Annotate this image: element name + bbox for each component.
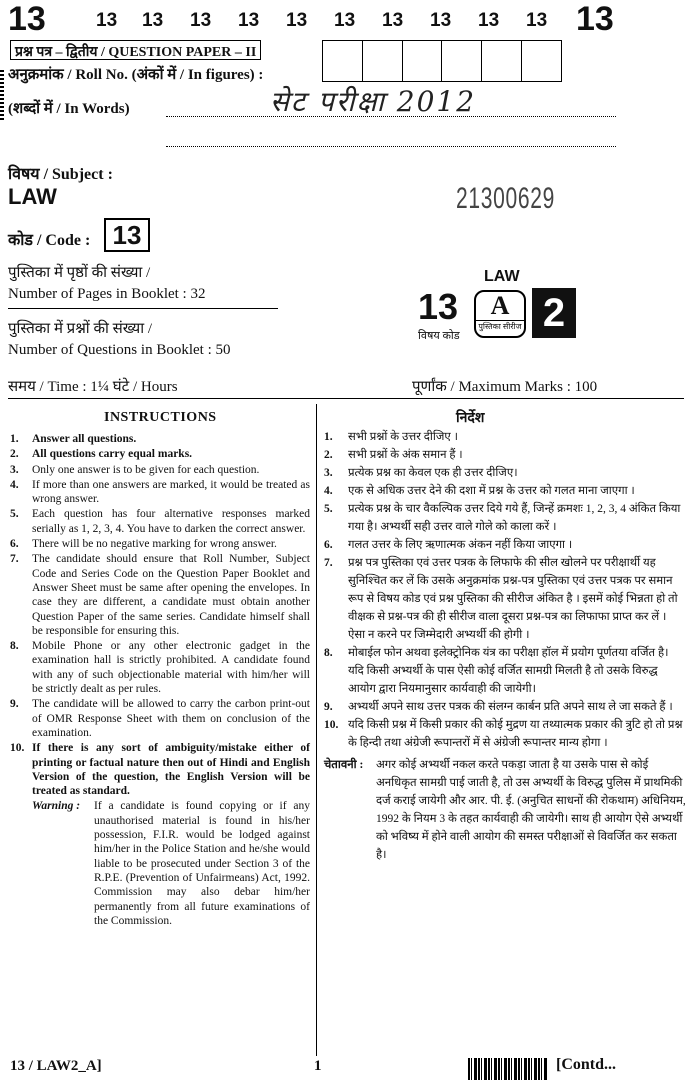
roll-digit-box[interactable] [363,41,403,81]
item-number: 1. [324,431,333,443]
roll-digit-box[interactable] [482,41,522,81]
roll-digit-box[interactable] [522,41,561,81]
warning-text: अगर कोई अभ्यर्थी नकल करते पकड़ा जाता है या उसके पास से कोई अनधिकृत सामग्री पाई जाती है, तो उस अभ्यर्थी के विरुद्ध पुलिस में प्राथमिकी दर्ज कराई जायेगी और आर. पी. ई. (अनुचित साधनों की रोकथाम) अधिनियम, 1992 के नियम 3 के तहत कार्यवाही की जायेगी। साथ ही आयोग ऐसे अभ्यर्थी को भविष्य में होने वाली आयोग की समस्त परीक्षाओं से विवर्जित कर सकता है। [376,759,686,861]
list-item [10,463,310,477]
list-item [324,716,686,752]
in-words-line[interactable] [166,116,616,117]
code-caption: विषय कोड [418,330,460,342]
warning [324,756,686,864]
strip-code: 13 [190,10,212,31]
footer-code: 13 / LAW2_A] [10,1058,102,1074]
series-badge [474,290,526,338]
item-number: 3. [10,463,19,476]
series-letter: A [490,291,510,320]
list-item [324,698,686,716]
instructions-title-hindi: निर्देश [456,411,485,426]
strip-code: 13 [430,10,452,31]
code-label: कोड / Code : [8,232,91,249]
series-caption: पुस्तिका सीरीज [476,320,524,332]
list-item [324,482,686,500]
roll-digit-box[interactable] [442,41,482,81]
warning-label: Warning : [32,800,81,813]
warning-label: चेतावनी : [324,759,364,771]
instructions-title-english: INSTRUCTIONS [104,410,217,425]
big-code-right: 13 [576,0,614,38]
item-text: यदि किसी प्रश्न में किसी प्रकार की कोई मुद्रण या तथ्यात्मक प्रकार की त्रुटि हो तो प्रश्न के हिन्दी तथा अंग्रेजी रूपान्तरों में से अंग्रेजी रूपान्तर मान्य होगा । [348,719,683,749]
item-text: The candidate should ensure that Roll Number, Subject Code and Series Code on the Question Paper Booklet and Answer Sheet must be same after opening the envelopes. In case they are different, a candidate must obtain another Question Paper of the same series. Candidate himself shall be responsible for ensuring this. [32,553,310,637]
warning [32,799,310,928]
item-number: 7. [10,553,19,566]
list-item [324,554,686,644]
code-value-box: 13 [104,218,150,252]
item-number: 4. [324,485,333,497]
questions-label-hindi: पुस्तिका में प्रश्नों की संख्या / [8,321,153,337]
paper-number-badge: 2 [532,288,576,338]
list-item [324,464,686,482]
pages-label-english: Number of Pages in Booklet : 32 [8,286,206,302]
list-item [324,536,686,554]
roll-number-label: अनुक्रमांक / Roll No. (अंकों में / In figures) : [8,67,264,83]
code-strip [8,2,684,36]
question-paper-label: प्रश्न पत्र – द्वितीय / QUESTION PAPER – II [10,40,261,60]
list-item [324,644,686,698]
item-text: एक से अधिक उत्तर देने की दशा में प्रश्न के उत्तर को गलत माना जाएगा । [348,485,635,497]
item-text: Answer all questions. [32,433,137,445]
item-number: 1. [10,433,19,445]
item-number: 6. [10,538,19,551]
strip-code: 13 [142,10,164,31]
big-code-left: 13 [8,0,46,38]
item-number: 2. [10,448,19,461]
in-words-label: (शब्दों में / In Words) [8,101,130,117]
item-text: सभी प्रश्नों के उत्तर दीजिए । [348,431,458,443]
pages-label-hindi: पुस्तिका में पृष्ठों की संख्या / [8,265,151,281]
item-text: प्रश्न पत्र पुस्तिका एवं उत्तर पत्रक के लिफाफे की सील खोलने पर परीक्षार्थी यह सुनिश्चित कर लें कि उसके अनुक्रमांक प्रश्न-पत्र पुस्तिका एवं उत्तर पत्रक पर समान रूप से विषय कोड एवं प्रश्न पुस्तिका की सीरीज अंकित है । इसमें कोई भिन्नता हो तो वीक्षक से प्रश्न-पत्र की ही सीरीज वाला दूसरा प्रश्न-पत्र का लिफाफा प्राप्त कर लें । ऐसा न करने पर जिम्मेदारी अभ्यर्थी की होगी । [348,557,678,641]
item-text: Only one answer is to be given for each question. [32,463,260,476]
list-item [10,741,310,798]
continued-label: [Contd... [556,1056,617,1073]
item-text: All questions carry equal marks. [32,448,193,461]
list-item [10,447,310,461]
roll-digit-box[interactable] [403,41,443,81]
item-text: Each question has four alternative responses marked serially as 1, 2, 3, 4. You have to darken the correct answer. [32,508,310,535]
strip-code: 13 [526,10,548,31]
item-text: मोबाईल फोन अथवा इलेक्ट्रोनिक यंत्र का परीक्षा हॉल में प्रयोग पूर्णतया वर्जित है। यदि किसी अभ्यर्थी के पास ऐसी कोई वर्जित सामग्री मिलती है तो उसके विरुद्ध आयोग द्वारा नियमानुसार कार्यवाही की जायेगी। [348,647,669,695]
item-number: 2. [324,449,333,461]
item-text: प्रत्येक प्रश्न का केवल एक ही उत्तर दीजिए। [348,467,518,479]
instructions-english [10,432,310,928]
item-text: If more than one answers are marked, it would be treated as wrong answer. [32,478,310,506]
item-number: 8. [324,647,333,659]
list-item [324,500,686,536]
item-number: 8. [10,640,19,653]
item-number: 9. [324,701,333,713]
strip-code: 13 [382,10,404,31]
handwritten-words: सेट परीक्षा 2012 [270,85,477,118]
list-item [324,446,686,464]
item-text: सभी प्रश्नों के अंक समान हैं । [348,449,463,461]
strip-code: 13 [286,10,308,31]
item-text: If there is any sort of ambiguity/mistake either of printing or factual nature then out of Hindi and English Version of the question, the English Version will be treated as standard. [32,742,310,798]
roll-number-grid[interactable] [322,40,562,82]
item-number: 6. [324,539,333,551]
divider [8,398,684,399]
item-number: 3. [324,467,333,479]
item-number: 4. [10,478,19,491]
list-item [10,478,310,507]
registration-marks [0,70,4,120]
strip-code: 13 [96,10,118,31]
item-number: 5. [324,503,333,515]
questions-label-english: Number of Questions in Booklet : 50 [8,342,231,358]
item-number: 10. [10,742,25,755]
barcode [468,1058,548,1080]
item-text: अभ्यर्थी अपने साथ उत्तर पत्रक की संलग्न कार्बन प्रति अपने साथ ले जा सकते हैं । [348,701,673,713]
badge-subject: LAW [484,268,520,285]
strip-code: 13 [478,10,500,31]
item-number: 5. [10,508,19,521]
item-text: गलत उत्तर के लिए ऋणात्मक अंकन नहीं किया जाएगा । [348,539,573,551]
dotted-line [166,146,616,147]
item-text: प्रत्येक प्रश्न के चार वैकल्पिक उत्तर दिये गये हैं, जिन्हें क्रमशः 1, 2, 3, 4 अंकित किया गया है। अभ्यर्थी सही उत्तर वाले गोले को काला करें । [348,503,681,533]
item-number: 10. [324,719,339,731]
time-label: समय / Time : 1¼ घंटे / Hours [8,379,178,395]
list-item [10,432,310,446]
strip-code: 13 [334,10,356,31]
item-number: 9. [10,698,19,711]
list-item [10,537,310,551]
list-item [10,552,310,638]
max-marks-label: पूर्णांक / Maximum Marks : 100 [412,379,598,395]
serial-number: 21300629 [456,182,556,215]
subject-value: LAW [8,184,57,209]
item-text: Mobile Phone or any other electronic gadget in the examination hall is strictly prohibited. A candidate found with any of such objectionable material with him/her will be strictly dealt as per rules. [32,640,310,696]
divider [8,308,278,309]
item-text: The candidate will be allowed to carry the carbon print-out of OMR Response Sheet with them on conclusion of the examination. [32,698,310,739]
strip-code: 13 [238,10,260,31]
item-number: 7. [324,557,333,569]
column-divider [316,404,317,1056]
warning-text: If a candidate is found copying or if any unauthorised material is found in his/her possession, F.I.R. would be lodged against him/her in the Police Station and he/she would liable to be prosecuted under Section 3 of the R.P.E. (Prevention of Unfairmeans) Act, 1992. Commission may also debar him/her permanently from all future examinations of the Commission. [94,800,310,927]
badge-code: 13 [418,286,459,327]
list-item [324,428,686,446]
list-item [10,697,310,740]
subject-label: विषय / Subject : [8,166,113,183]
page-number: 1 [314,1058,322,1074]
instructions-hindi [324,428,686,864]
roll-digit-box[interactable] [323,41,363,81]
list-item [10,507,310,536]
list-item [10,639,310,696]
item-text: There will be no negative marking for wrong answer. [32,538,277,551]
